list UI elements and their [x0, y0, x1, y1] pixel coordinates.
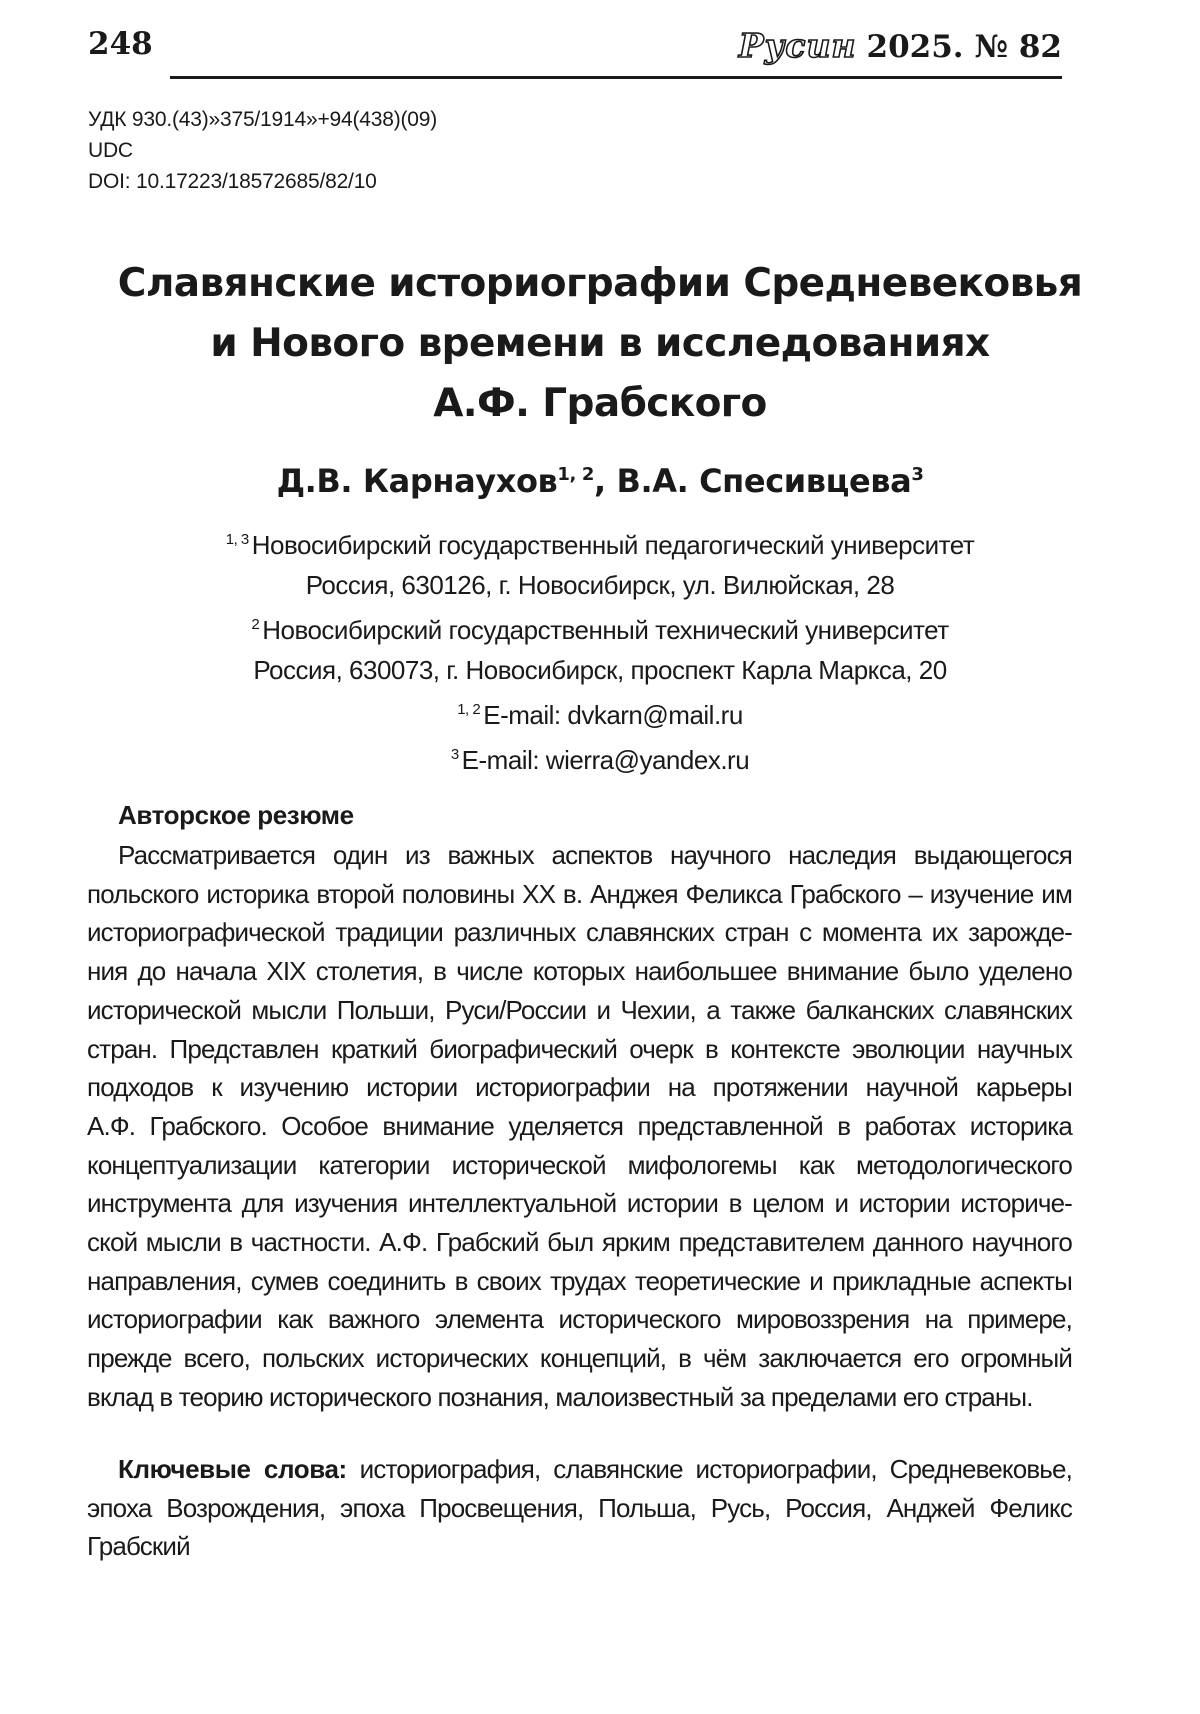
- abstract-line: вклад в теорию исторического познания, малоизвестный за пределами его страны.: [87, 1381, 1033, 1412]
- abstract-line: ской мысли в частности. А.Ф. Грабский был ярким представителем данного научного: [87, 1227, 1072, 1258]
- author-affiliation-marker: 3: [911, 464, 924, 485]
- keywords-line: Грабский: [87, 1531, 190, 1562]
- keywords-label: Ключевые слова:: [118, 1454, 347, 1484]
- udk-code: УДК 930.(43)»375/1914»+94(438)(09): [88, 108, 438, 131]
- affiliation-line: [60, 605, 1140, 650]
- issue-number: 2025. № 82: [866, 29, 1062, 65]
- authors: [60, 462, 1140, 500]
- affiliation-address: Россия, 630073, г. Новосибирск, проспект Карла Маркса, 20: [253, 655, 947, 685]
- page-number: 248: [88, 26, 153, 62]
- affiliation-marker: 2: [251, 616, 260, 633]
- email-address[interactable]: E-mail: dvkarn@mail.ru: [483, 700, 743, 730]
- abstract-line: историографии как важного элемента исторического мировоззрения на примере,: [87, 1304, 1072, 1335]
- email-line: [60, 690, 1140, 735]
- abstract-line: стран. Представлен краткий биографический очерк в контексте эволюции научных: [87, 1033, 1072, 1064]
- email-line: [60, 735, 1140, 780]
- email-marker: 1, 2: [457, 701, 481, 718]
- email-address[interactable]: E-mail: wierra@yandex.ru: [461, 745, 750, 775]
- abstract-line: польского историка второй половины XX в. Анджея Феликса Грабского – изучение им: [87, 878, 1072, 909]
- title-line: и Нового времени в исследованиях: [210, 321, 990, 366]
- affiliation-marker: 1, 3: [225, 531, 249, 548]
- abstract-body: [87, 836, 1072, 1417]
- affiliations: [60, 520, 1140, 780]
- abstract-line: историографической традиции различных славянских стран с момента их зарожде-: [87, 917, 1072, 948]
- title-line: А.Ф. Грабского: [433, 381, 767, 426]
- affiliation-name: Новосибирский государственный технический университет: [262, 615, 949, 645]
- email-marker: 3: [450, 746, 459, 763]
- abstract-line: исторической мысли Польши, Руси/России и Чехии, а также балканских славянских: [87, 994, 1072, 1025]
- article-identifiers: [88, 104, 437, 197]
- abstract-line: инструмента для изучения интеллектуальной истории в целом и истории историче-: [87, 1188, 1072, 1219]
- author-separator: ,: [593, 462, 606, 500]
- journal-reference: [739, 26, 1062, 65]
- article-title: [60, 254, 1140, 434]
- header-rule: [170, 76, 1062, 79]
- affiliation-address: Россия, 630126, г. Новосибирск, ул. Вилюйская, 28: [305, 570, 895, 600]
- udc-code: UDC: [88, 139, 133, 162]
- journal-name: Русин: [738, 26, 857, 65]
- keywords-text: историография, славянские историографии, Средневековье,: [359, 1454, 1072, 1484]
- doi: DOI: 10.17223/18572685/82/10: [88, 170, 377, 193]
- abstract-line: прежде всего, польских исторических концепций, в чём заключается его огромный: [87, 1343, 1072, 1374]
- abstract-line: Рассматривается один из важных аспектов научного наследия выдающегося: [118, 840, 1072, 870]
- running-header: [88, 26, 1062, 78]
- author-affiliation-marker: 1, 2: [557, 464, 594, 485]
- keywords-line: эпоха Возрождения, эпоха Просвещения, Польша, Русь, Россия, Анджей Феликс: [87, 1492, 1072, 1523]
- author-name: Д.В. Карнаухов: [276, 462, 558, 500]
- abstract-line: подходов к изучению истории историографии на протяжении научной карьеры: [87, 1072, 1072, 1103]
- affiliation-line: [60, 520, 1140, 565]
- keywords-line: [87, 1450, 1072, 1489]
- abstract-heading: Авторское резюме: [118, 800, 354, 830]
- keywords: [87, 1450, 1072, 1566]
- abstract-line: А.Ф. Грабского. Особое внимание уделяется представленной в работах историка: [87, 1110, 1072, 1141]
- author-name: В.А. Спесивцева: [616, 462, 912, 500]
- abstract-line: направления, сумев соединить в своих трудах теоретические и прикладные аспекты: [87, 1265, 1072, 1296]
- abstract-line: концептуализации категории исторической мифологемы как методологического: [87, 1149, 1072, 1180]
- title-line: Славянские историографии Средневековья: [117, 261, 1083, 306]
- abstract-line: ния до начала XIX столетия, в числе которых наибольшее внимание было уделено: [87, 956, 1072, 987]
- affiliation-name: Новосибирский государственный педагогический университет: [251, 530, 975, 560]
